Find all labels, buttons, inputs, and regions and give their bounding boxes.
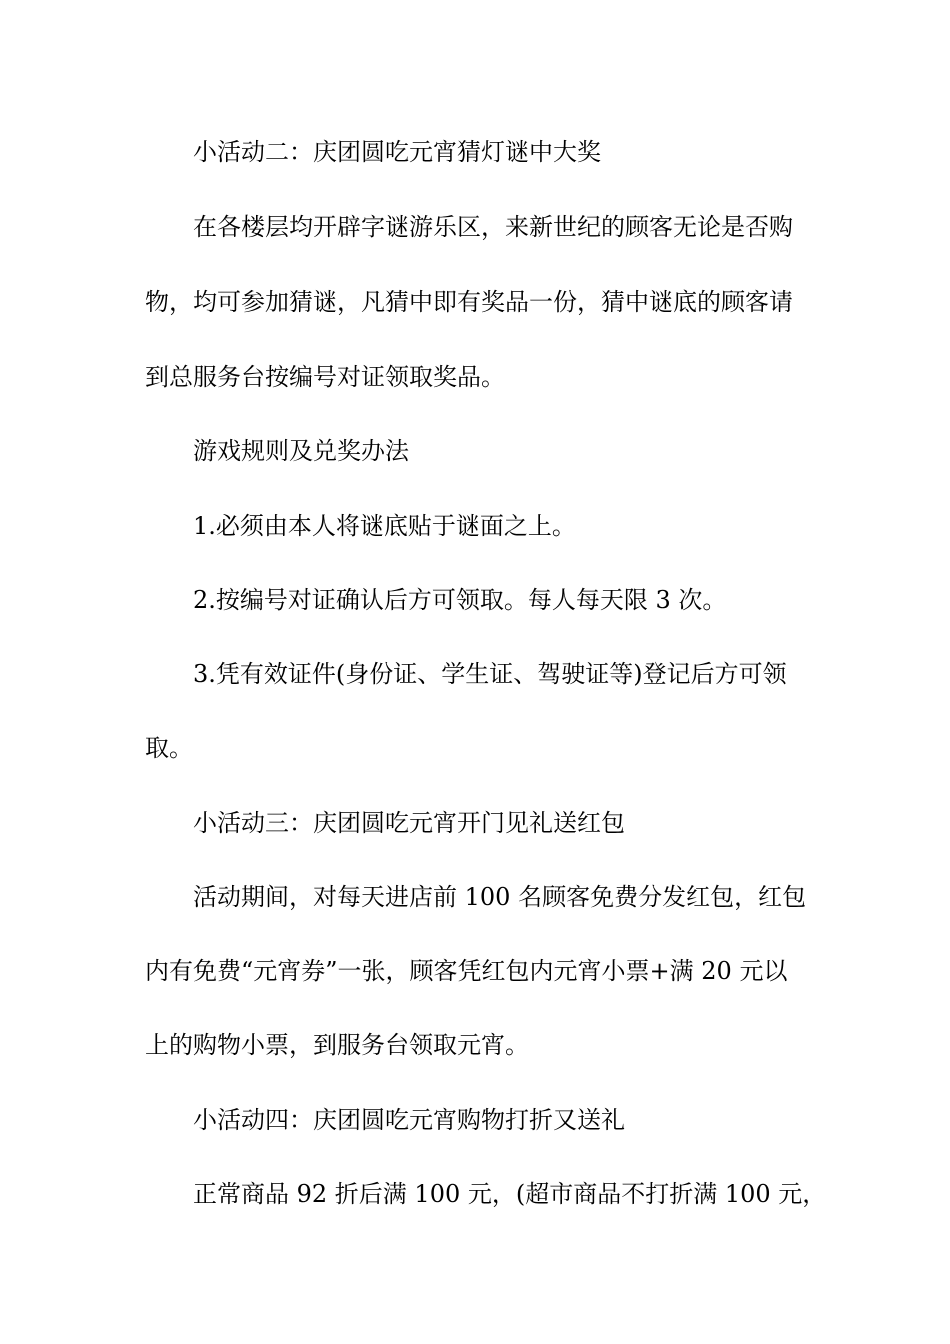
rule-item-3: 3.凭有效证件(身份证、学生证、驾驶证等)登记后方可领 [193,660,787,688]
paragraph-line: 上的购物小票，到服务台领取元宵。 [145,1031,529,1059]
heading-activity-two: 小活动二：庆团圆吃元宵猜灯谜中大奖 [193,138,601,166]
paragraph-line: 活动期间，对每天进店前 100 名顾客免费分发红包，红包 [193,883,807,911]
paragraph-line: 物，均可参加猜谜，凡猜中即有奖品一份，猜中谜底的顾客请 [145,288,793,316]
heading-rules: 游戏规则及兑奖办法 [193,437,409,465]
paragraph-line: 正常商品 92 折后满 100 元，(超市商品不打折满 100 元， [193,1180,827,1208]
paragraph-line: 在各楼层均开辟字谜游乐区，来新世纪的顾客无论是否购 [193,213,793,241]
paragraph-line: 到总服务台按编号对证领取奖品。 [145,363,505,391]
rule-item-2: 2.按编号对证确认后方可领取。每人每天限 3 次。 [193,586,727,614]
rule-item-1: 1.必须由本人将谜底贴于谜面之上。 [193,512,576,540]
heading-activity-four: 小活动四：庆团圆吃元宵购物打折又送礼 [193,1106,625,1134]
paragraph-line: 内有免费“元宵券”一张，顾客凭红包内元宵小票+满 20 元以 [145,957,788,985]
heading-activity-three: 小活动三：庆团圆吃元宵开门见礼送红包 [193,809,625,837]
paragraph-line: 取。 [145,734,193,762]
